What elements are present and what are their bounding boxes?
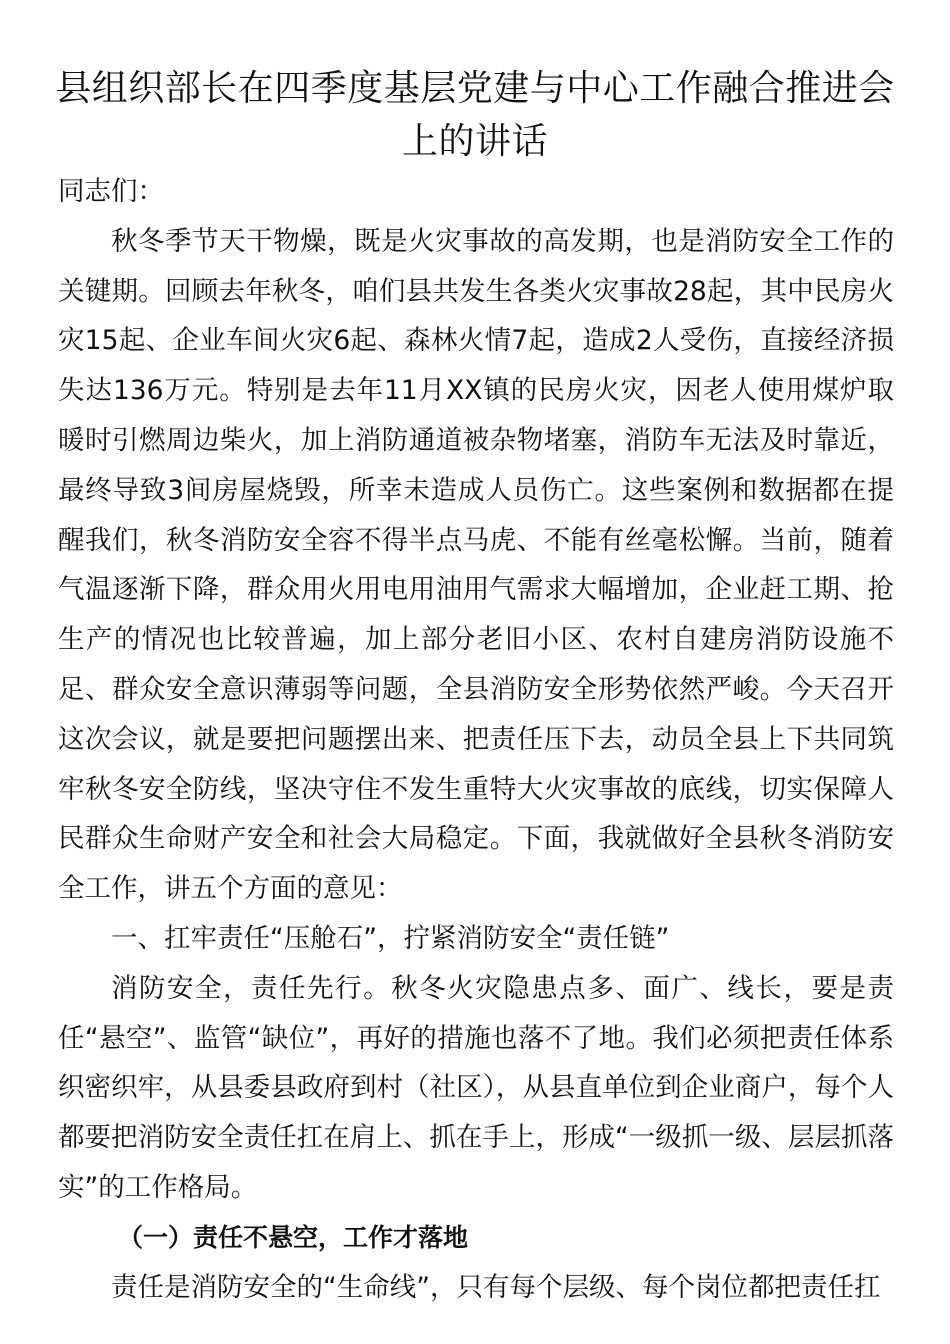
- section-heading-1: 一、扛牢责任“压舱石”，拧紧消防安全“责任链”: [111, 922, 670, 954]
- section-1-paragraph: 消防安全，责任先行。秋冬火灾隐患点多、面广、线长，要是责任“悬空”、监管“缺位”，再好的措施也落不了地。我们必须把责任体系织密织牢，从县委县政府到村（社区），从县直单位到企业商户，每个人都要把消防安全责任扛在肩上、抓在手上，形成“一级抓一级、层层抓落实”的工作格局。: [58, 972, 894, 1203]
- subheading-1: （一）责任不悬空，工作才落地: [118, 1222, 469, 1252]
- document-title: 县组织部长在四季度基层党建与中心工作融合推进会上的讲话: [55, 68, 895, 162]
- document-body: [58, 167, 894, 1312]
- subsection-1-paragraph: 责任是消防安全的“生命线”，只有每个层级、每个岗位都把责任扛: [111, 1271, 881, 1303]
- intro-paragraph: 秋冬季节天干物燥，既是火灾事故的高发期，也是消防安全工作的关键期。回顾去年秋冬，咱们县共发生各类火灾事故28起，其中民房火灾15起、企业车间火灾6起、森林火情7起，造成2人受伤，直接经济损失达136万元。特别是去年11月XX镇的民房火灾，因老人使用煤炉取暖时引燃周边柴火，加上消防通道被杂物堵塞，消防车无法及时靠近，最终导致3间房屋烧毁，所幸未造成人员伤亡。这些案例和数据都在提醒我们，秋冬消防安全容不得半点马虎、不能有丝毫松懈。当前，随着气温逐渐下降，群众用火用电用油用气需求大幅增加，企业赶工期、抢生产的情况也比较普遍，加上部分老旧小区、农村自建房消防设施不足、群众安全意识薄弱等问题，全县消防安全形势依然严峻。今天召开这次会议，就是要把问题摆出来、把责任压下去，动员全县上下共同筑牢秋冬安全防线，坚决守住不发生重特大火灾事故的底线，切实保障人民群众生命财产安全和社会大局稳定。下面，我就做好全县秋冬消防安全工作，讲五个方面的意见：: [58, 225, 894, 905]
- salutation: 同志们：: [58, 176, 164, 207]
